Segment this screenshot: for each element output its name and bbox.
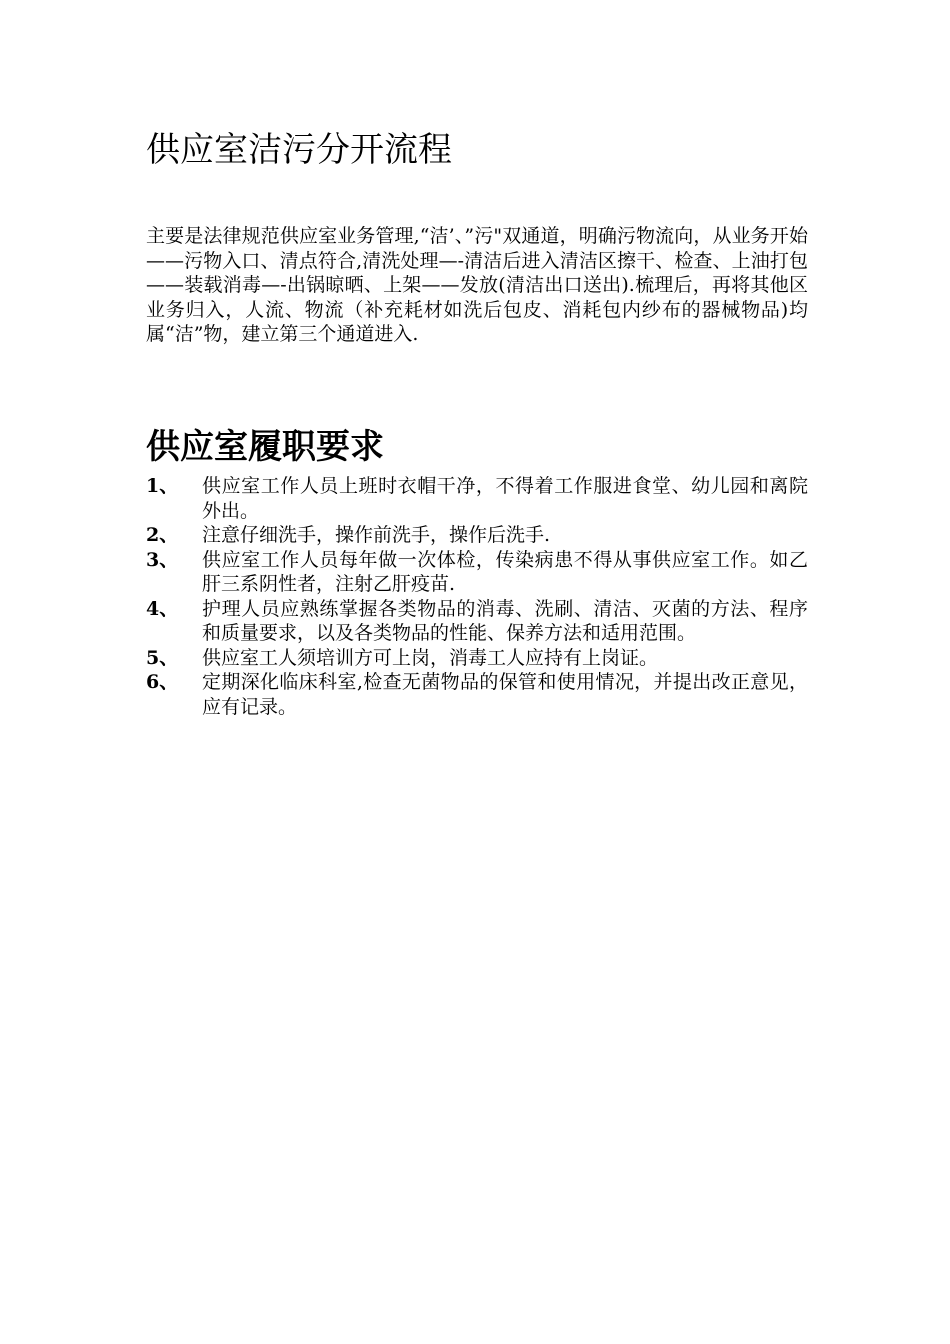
section-heading: 供应室履职要求 [146,427,384,467]
requirements-list [146,474,808,719]
list-item-number: 5、 [146,646,179,669]
list-item [146,646,808,671]
list-item [146,670,808,719]
list-item [146,474,808,523]
list-item-text: 注意仔细洗手，操作前洗手，操作后洗手. [202,524,551,546]
list-item-number: 2、 [146,524,179,546]
list-item-number: 1、 [146,475,179,497]
list-item-text: 供应室工作人员上班时衣帽干净，不得着工作服进食堂、幼儿园和离院外出。 [202,475,808,522]
list-item-number: 4、 [146,597,179,620]
list-item-number: 6、 [146,671,179,693]
list-item [146,523,808,548]
intro-paragraph: 主要是法律规范供应室业务管理,“洁’、”污"双通道，明确污物流向，从业务开始——污物入口、清点符合,清洗处理—-清洁后进入清洁区擦干、检查、上油打包——装载消毒—-出锅晾晒、上架——发放(清洁出口送出).梳理后，再将其他区业务归入，人流、物流（补充耗材如洗后包皮、消耗包内纱布的器械物品)均属“洁”物，建立第三个通道进入. [146,225,808,345]
list-item-text: 供应室工人须培训方可上岗，消毒工人应持有上岗证。 [202,646,659,669]
document-title: 供应室洁污分开流程 [146,130,452,170]
list-item [146,597,808,646]
list-item-text: 定期深化临床科室,检查无菌物品的保管和使用情况，并提出改正意见，应有记录。 [202,671,808,718]
list-item-number: 3、 [146,548,179,571]
list-item [146,548,808,597]
list-item-text: 供应室工作人员每年做一次体检，传染病患不得从事供应室工作。如乙肝三系阴性者，注射乙肝疫苗. [202,548,808,595]
list-item-text: 护理人员应熟练掌握各类物品的消毒、洗刷、清洁、灭菌的方法、程序和质量要求，以及各类物品的性能、保养方法和适用范围。 [202,597,808,644]
